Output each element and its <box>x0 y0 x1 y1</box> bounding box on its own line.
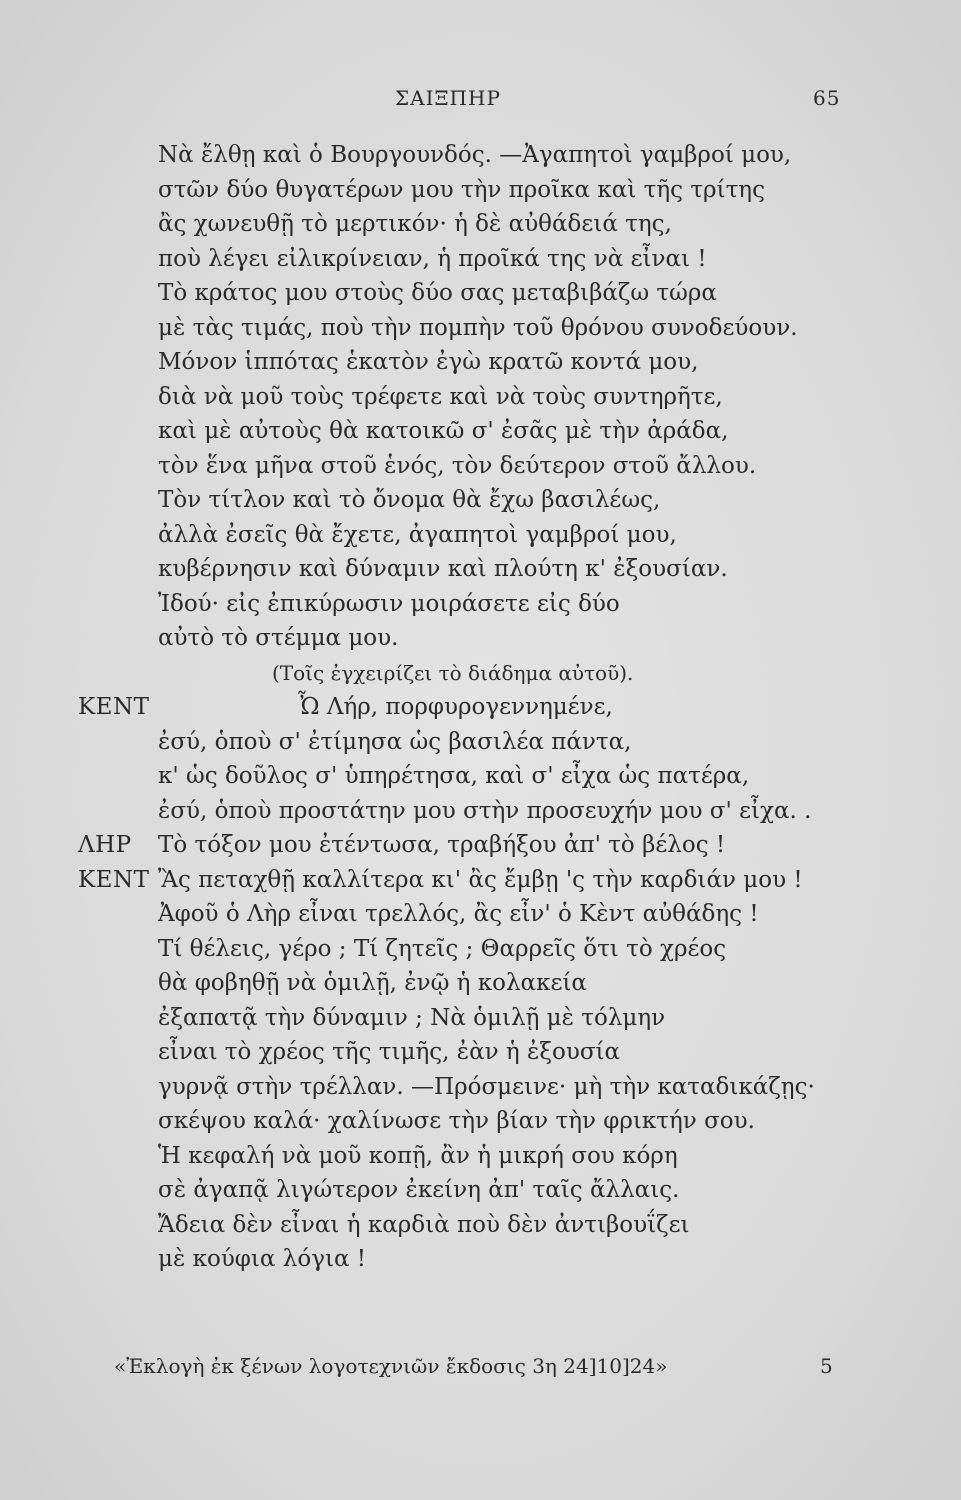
line-text: ἐσύ, ὁποὺ προστάτην μου στὴν προσευχήν μου σ' εἶχα. . <box>158 797 812 824</box>
verse-line <box>0 725 961 760</box>
speaker-name: ΛΗΡ <box>78 832 132 858</box>
running-head <box>0 86 961 116</box>
line-text: Τί θέλεις, γέρο ; Τί ζητεῖς ; Θαρρεῖς ὅτι τὸ χρέος <box>158 935 727 962</box>
verse-line <box>0 1070 961 1105</box>
line-text: Ὦ Λήρ, πορφυρογεννημένε, <box>298 694 613 720</box>
verse-line <box>0 380 961 415</box>
verse-line <box>0 587 961 622</box>
line-text: διὰ νὰ μοῦ τοὺς τρέφετε καὶ νὰ τοὺς συντηρῆτε, <box>158 383 723 410</box>
verse-line <box>0 276 961 311</box>
line-text: σκέψου καλά· χαλίνωσε τὴν βίαν τὴν φρικτήν σου. <box>158 1108 755 1134</box>
verse-line <box>0 311 961 346</box>
page-number: 65 <box>813 86 841 110</box>
verse-text <box>0 138 961 1277</box>
verse-line <box>0 138 961 173</box>
verse-line <box>0 828 961 863</box>
verse-line <box>0 207 961 242</box>
line-text: κυβέρνησιν καὶ δύναμιν καὶ πλούτη κ' ἐξουσίαν. <box>158 556 728 582</box>
line-text: ποὺ λέγει εἰλικρίνειαν, ἡ προῖκά της νὰ εἶναι ! <box>158 245 707 272</box>
line-text: Ἡ κεφαλή νὰ μοῦ κοπῇ, ἂν ἡ μικρή σου κόρη <box>158 1142 678 1169</box>
line-text: Ἀφοῦ ὁ Λὴρ εἶναι τρελλός, ἂς εἶν' ὁ Κὲντ αὐθάδης ! <box>158 901 759 927</box>
verse-line <box>0 1242 961 1277</box>
verse-line <box>0 759 961 794</box>
line-text: κ' ὡς δοῦλος σ' ὑπηρέτησα, καὶ σ' εἶχα ὡς πατέρα, <box>158 763 750 789</box>
line-text: Ἂς πεταχθῇ καλλίτερα κι' ἂς ἔμβῃ 'ς τὴν καρδιάν μου ! <box>158 866 803 893</box>
verse-line <box>0 794 961 829</box>
line-text: Μόνον ἱππότας ἑκατὸν ἐγὼ κρατῶ κοντά μου, <box>158 349 699 375</box>
verse-line <box>0 173 961 208</box>
line-text: στῶν δύο θυγατέρων μου τὴν προῖκα καὶ τῆς τρίτης <box>158 176 765 203</box>
verse-line <box>0 897 961 932</box>
line-text: ἐσύ, ὁποὺ σ' ἐτίμησα ὡς βασιλέα πάντα, <box>158 728 632 755</box>
line-text: καὶ μὲ αὐτοὺς θὰ κατοικῶ σ' ἐσᾶς μὲ τὴν ἀράδα, <box>158 418 729 444</box>
line-text: μὲ τὰς τιμάς, ποὺ τὴν πομπὴν τοῦ θρόνου συνοδεύουν. <box>158 314 798 341</box>
line-text: Ἰδού· εἰς ἐπικύρωσιν μοιράσετε εἰς δύο <box>158 590 620 617</box>
footer-note: «Ἐκλογὴ ἐκ ξένων λογοτεχνιῶν ἔκδοσις 3η 24]10]24» <box>114 1354 668 1378</box>
line-text: εἶναι τὸ χρέος τῆς τιμῆς, ἐὰν ἡ ἐξουσία <box>158 1039 621 1065</box>
verse-line <box>0 414 961 449</box>
verse-line <box>0 932 961 967</box>
verse-line <box>0 242 961 277</box>
verse-line <box>0 1104 961 1139</box>
verse-line <box>0 1035 961 1070</box>
signature-mark: 5 <box>820 1354 833 1378</box>
line-text: ἐξαπατᾷ τὴν δύναμιν ; Νὰ ὁμιλῇ μὲ τόλμην <box>158 1004 666 1031</box>
line-text: ἂς χωνευθῇ τὸ μερτικόν· ἡ δὲ αὐθάδειά της, <box>158 211 672 237</box>
line-text: σὲ ἀγαπᾷ λιγώτερον ἐκείνη ἀπ' ταῖς ἄλλαις. <box>158 1177 680 1203</box>
line-text: Τὸν τίτλον καὶ τὸ ὄνομα θὰ ἔχω βασιλέως, <box>158 487 661 513</box>
line-text: Ἄδεια δὲν εἶναι ἡ καρδιὰ ποὺ δὲν ἀντιβουΐζει <box>158 1211 690 1238</box>
verse-line <box>0 1208 961 1243</box>
verse-line <box>0 345 961 380</box>
verse-line <box>0 863 961 898</box>
speaker-name: ΚΕΝΤ <box>78 866 150 893</box>
line-text: θὰ φοβηθῇ νὰ ὁμιλῇ, ἐνῷ ἡ κολακεία <box>158 970 587 996</box>
line-text: μὲ κούφια λόγια ! <box>158 1246 367 1272</box>
line-text: ἀλλὰ ἐσεῖς θὰ ἔχετε, ἀγαπητοὶ γαμβροί μου, <box>158 521 677 548</box>
line-text: Τὸ τόξον μου ἐτέντωσα, τραβήξου ἀπ' τὸ βέλος ! <box>158 832 726 858</box>
line-text: γυρνᾷ στὴν τρέλλαν. —Πρόσμεινε· μὴ τὴν καταδικάζῃς· <box>158 1073 815 1100</box>
line-text: αὐτὸ τὸ στέμμα μου. <box>158 625 399 651</box>
speaker-name: ΚΕΝΤ <box>78 694 150 720</box>
verse-line <box>0 552 961 587</box>
line-text: Τὸ κράτος μου στοὺς δύο σας μεταβιβάζω τώρα <box>158 280 717 306</box>
verse-line <box>0 518 961 553</box>
line-text: τὸν ἕνα μῆνα στοῦ ἑνός, τὸν δεύτερον στοῦ ἄλλου. <box>158 452 757 479</box>
verse-line <box>0 621 961 656</box>
verse-line <box>0 1001 961 1036</box>
verse-line <box>0 1139 961 1174</box>
stage-direction <box>0 656 961 691</box>
running-title: ΣΑΙΞΠΗΡ <box>395 86 501 110</box>
page-footer <box>0 1354 961 1388</box>
line-text: Νὰ ἔλθῃ καὶ ὁ Βουργουνδός. —Ἀγαπητοὶ γαμβροί μου, <box>158 142 792 168</box>
verse-line <box>0 483 961 518</box>
verse-line <box>0 966 961 1001</box>
verse-line <box>0 1173 961 1208</box>
verse-line <box>0 449 961 484</box>
line-text: (Τοῖς ἐγχειρίζει τὸ διάδημα αὐτοῦ). <box>272 660 634 685</box>
verse-line <box>0 690 961 725</box>
